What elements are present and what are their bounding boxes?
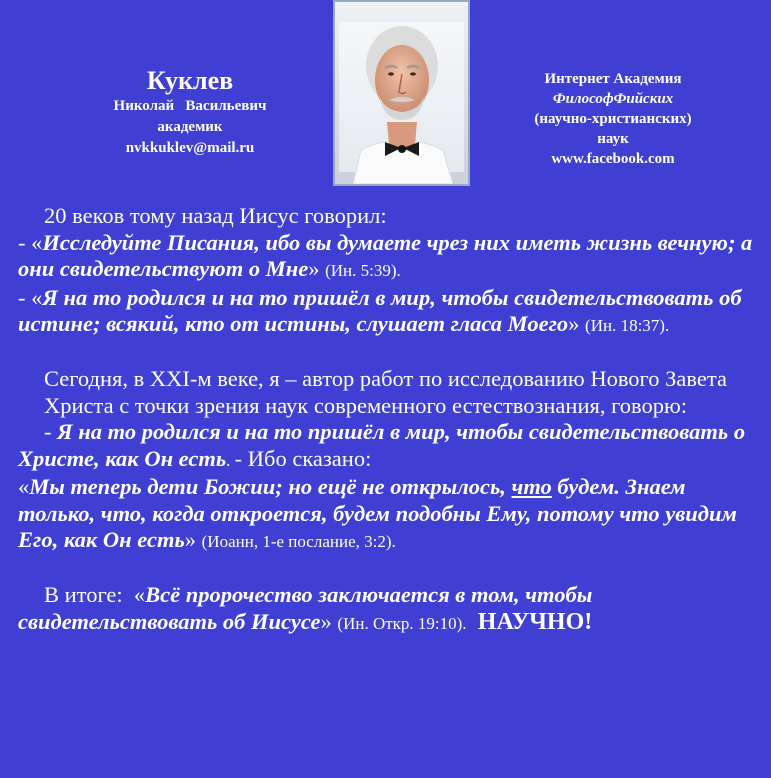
- paragraph-intro: 20 веков тому назад Иисус говорил:: [44, 203, 387, 228]
- quote-5-text: Всё пророчество заключается в том, чтобы свидетельствовать об Иисусе: [18, 582, 593, 634]
- quote-1-text: Исследуйте Писания, ибо вы думаете чрез них иметь жизнь вечную; а они свидетельствуют о Мне: [18, 229, 753, 281]
- quote-3-dot: .: [226, 450, 235, 470]
- quote-1-prefix: - «: [18, 229, 43, 255]
- quote-3-after: - Ибо сказано:: [234, 445, 372, 471]
- portrait-image: [335, 2, 468, 184]
- quote-3-prefix: -: [44, 419, 58, 444]
- quote-4-text-a: Мы теперь дети Божии; но ещё не открылось,: [29, 474, 512, 499]
- academy-block: [478, 69, 748, 169]
- main-text: [18, 203, 766, 637]
- quote-5-reference: (Ин. Откр. 19:10).: [337, 613, 467, 633]
- quote-4-underlined: что: [511, 474, 552, 499]
- quote-2-text: Я на то родился и на то пришёл в мир, чтобы свидетельствовать об истине; всякий, кто от истины, слушает гласа Моего: [18, 284, 742, 336]
- quote-4-reference: (Иоанн, 1-е послание, 3:2).: [201, 532, 396, 551]
- quote-4-close: »: [184, 527, 202, 552]
- author-title: академик: [157, 119, 223, 135]
- author-surname: Куклев: [146, 66, 234, 95]
- author-email: nvkkuklev@mail.ru: [125, 140, 255, 156]
- quote-1-reference: (Ин. 5:39).: [325, 261, 401, 280]
- author-full-name: Николай Васильевич: [113, 98, 267, 114]
- spacer: [18, 340, 766, 367]
- quote-3-text: Я на то родился и на то пришёл в мир, чтобы свидетельствовать о Христе, как Он есть: [18, 419, 746, 471]
- quote-4: [18, 474, 766, 556]
- quote-2-close: »: [568, 311, 586, 336]
- paragraph-conclusion: [18, 582, 766, 637]
- quote-5-close: »: [320, 608, 338, 634]
- conclusion-intro: В итоге: «: [44, 582, 146, 607]
- quote-1: [18, 230, 766, 285]
- quote-1-close: »: [308, 256, 326, 281]
- academy-website: www.facebook.com: [551, 151, 675, 167]
- quote-3: [18, 419, 766, 474]
- academy-line-2: ФилософФийских: [552, 91, 674, 107]
- final-word: НАУЧНО!: [477, 608, 593, 635]
- quote-2: [18, 285, 766, 340]
- quote-2-reference: (Ин. 18:37).: [585, 316, 670, 335]
- academy-line-1: Интернет Академия: [544, 71, 682, 87]
- author-block: [60, 66, 320, 159]
- quote-4-prefix: «: [18, 474, 30, 499]
- paragraph-today: Сегодня, в XXI-м веке, я – автор работ по исследованию Нового Завета Христа с точки зрения наук современного естествознания, говорю:: [44, 366, 727, 418]
- quote-4-text-b: будем. Знаем только, что, когда откроется, будем подобны Ему, потому что увидим Его, как Он есть: [18, 474, 737, 552]
- academy-line-3: (научно-христианских): [534, 111, 692, 127]
- portrait-photo: [333, 0, 470, 186]
- quote-2-prefix: - «: [18, 284, 43, 310]
- academy-line-4: наук: [597, 131, 629, 147]
- spacer: [18, 556, 766, 583]
